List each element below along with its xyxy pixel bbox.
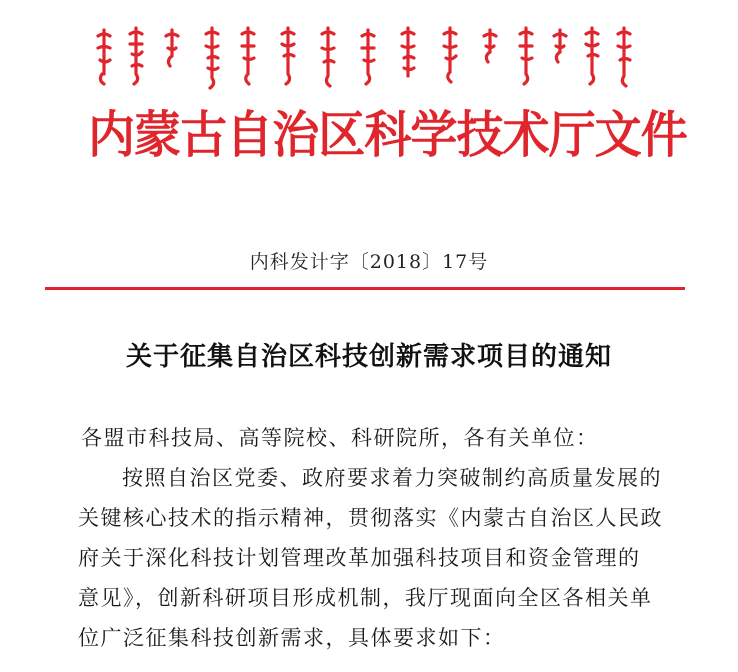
salutation: 各盟市科技局、高等院校、科研院所，各有关单位： xyxy=(81,426,599,450)
body-line: 意见》，创新科研项目形成机制，我厅现面向全区各相关单 xyxy=(78,586,653,610)
mongolian-heading xyxy=(92,22,636,90)
mongolian-script-graphic xyxy=(92,22,636,90)
body-line: 关键核心技术的指示精神，贯彻落实《内蒙古自治区人民政 xyxy=(78,506,663,530)
notice-body xyxy=(78,418,678,658)
red-divider-line xyxy=(45,287,685,290)
body-line: 位广泛征集科技创新需求，具体要求如下： xyxy=(78,626,506,650)
body-line: 按照自治区党委、政府要求着力突破制约高质量发展的 xyxy=(122,466,662,490)
document-header-title: 内蒙古自治区科学技术厅文件 xyxy=(88,105,687,164)
notice-title: 关于征集自治区科技创新需求项目的通知 xyxy=(125,342,612,372)
body-line: 府关于深化科技计划管理改革加强科技项目和资金管理的 xyxy=(78,546,641,570)
document-number: 内科发计字〔2018〕17号 xyxy=(249,251,489,273)
